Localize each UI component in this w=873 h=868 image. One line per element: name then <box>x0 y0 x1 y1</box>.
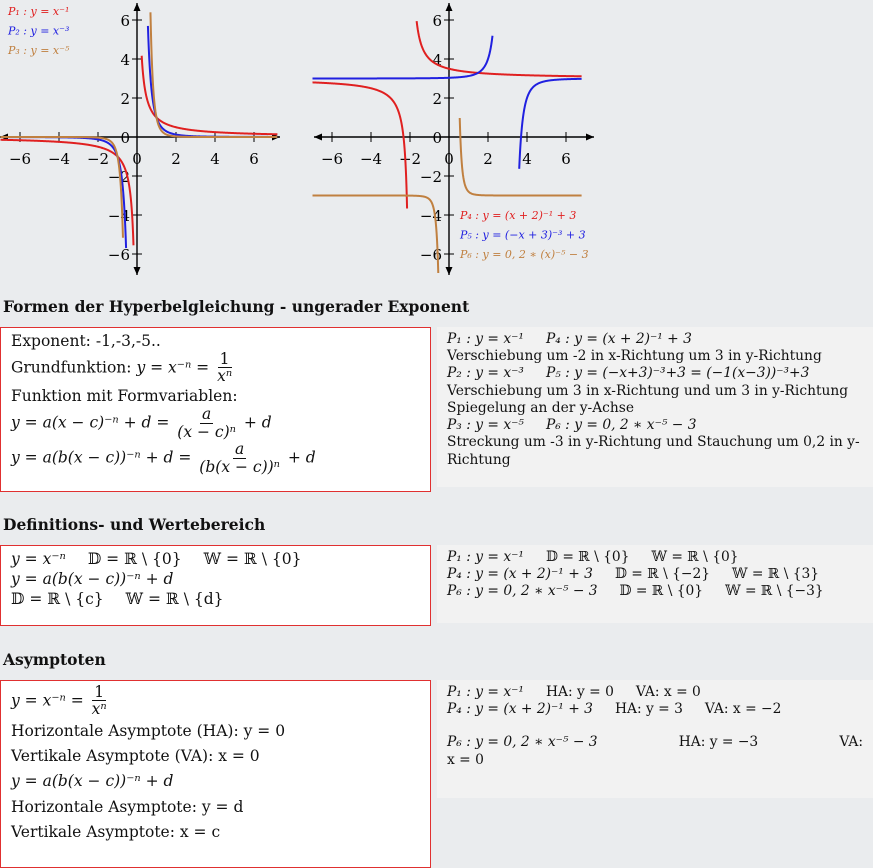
asym-p6: P₆ : y = 0, 2 ∗ x⁻⁵ − 3 HA: y = −3 VA: <box>447 734 863 751</box>
x-tick-label: −6 <box>8 150 32 168</box>
domain-general: 𝔻 = ℝ \ {c} 𝕎 = ℝ \ {d} <box>11 590 224 609</box>
y-tick-label: 2 <box>120 90 130 108</box>
y-tick-label: 6 <box>120 12 130 30</box>
fraction: $\frac{a}{\text{(b(x − c))ⁿ}}$ <box>199 440 280 476</box>
legend-P5: P₅ : y = (−x + 3)⁻³ + 3 <box>460 228 586 242</box>
y-tick-label: 4 <box>432 51 442 69</box>
fraction: $\frac{1}{\text{xⁿ}}$ <box>217 350 233 386</box>
legend-P2: P₂ : y = x⁻³ <box>8 24 70 38</box>
fraction: $\frac{1}{\text{xⁿ}}$ <box>91 683 107 719</box>
y-tick-label: 0 <box>120 129 130 147</box>
section-title-forms: Formen der Hyperbelgleichung - ungerader Exponent <box>3 297 470 316</box>
y-tick-label: 6 <box>432 12 442 30</box>
legend-P4: P₄ : y = (x + 2)⁻¹ + 3 <box>460 209 577 222</box>
plot-left <box>0 0 290 280</box>
P2-curve <box>148 26 277 137</box>
x-tick-label: 0 <box>444 150 454 168</box>
example-shift-1: Verschiebung um -2 in x-Richtung um 3 in y-Richtung <box>447 348 822 365</box>
legend-P3: P₃ : y = x⁻⁵ <box>8 44 70 57</box>
y-tick-label: −6 <box>419 246 442 264</box>
x-tick-label: 2 <box>483 150 493 168</box>
asymptotes-box <box>0 680 431 868</box>
y-tick-label: −4 <box>107 207 130 225</box>
legend-P1: P₁ : y = x⁻¹ <box>8 5 70 18</box>
forms-general-eq-b: y = a(b(x − c))⁻ⁿ + d = $\frac{a}{\text{(b(x − c))ⁿ}}$ + d <box>11 440 316 476</box>
x-tick-label: 4 <box>522 150 532 168</box>
asymptotes-examples-box <box>437 680 873 798</box>
example-shift-2: Verschiebung um 3 in x-Richtung und um 3 in y-Richtung <box>447 382 849 399</box>
asym-ha-general: Horizontale Asymptote: y = d <box>11 797 244 816</box>
y-tick-label: −4 <box>419 207 442 225</box>
x-axis-arrow <box>586 134 594 141</box>
y-axis-arrow <box>446 3 453 11</box>
domain-range-box <box>0 545 431 626</box>
x-tick-label: 6 <box>561 150 571 168</box>
y-tick-label: −6 <box>107 246 130 264</box>
example-p2-p5: P₂ : y = x⁻³ P₅ : y = (−x+3)⁻³+3 = (−1(x−3))⁻³+3 <box>447 365 810 382</box>
domain-range-examples-box <box>437 545 873 623</box>
asym-ha-base: Horizontale Asymptote (HA): y = 0 <box>11 722 286 741</box>
plot-right <box>308 0 608 280</box>
P3-curve <box>150 12 277 137</box>
x-tick-label: 6 <box>249 150 259 168</box>
fraction: $\frac{a}{\text{(x − c)ⁿ}}$ <box>177 405 236 441</box>
example-stretch: Streckung um -3 in y-Richtung und Stauchung um 0,2 in y-Richtung <box>447 434 860 468</box>
y-axis-arrow <box>134 3 141 11</box>
section-title-asymptotes: Asymptoten <box>3 650 106 669</box>
x-tick-label: −2 <box>398 150 422 168</box>
asym-va-base: Vertikale Asymptote (VA): x = 0 <box>11 747 260 766</box>
asym-p4: P₄ : y = (x + 2)⁻¹ + 3 HA: y = 3 VA: x = −2 <box>447 701 782 718</box>
domain-p1: P₁ : y = x⁻¹ 𝔻 = ℝ \ {0} 𝕎 = ℝ \ {0} <box>447 549 739 565</box>
forms-general-eq: y = a(x − c)⁻ⁿ + d = $\frac{a}{\text{(x − c)ⁿ}}$ + d <box>11 405 272 441</box>
y-axis-arrow <box>446 267 453 275</box>
domain-p4: P₄ : y = (x + 2)⁻¹ + 3 𝔻 = ℝ \ {−2} 𝕎 = ℝ \ {3} <box>447 566 820 583</box>
x-tick-label: 0 <box>132 150 142 168</box>
domain-p6: P₆ : y = 0, 2 ∗ x⁻⁵ − 3 𝔻 = ℝ \ {0} 𝕎 = ℝ \ {−3} <box>447 583 824 600</box>
y-tick-label: 0 <box>432 129 442 147</box>
domain-general-eq: y = a(b(x − c))⁻ⁿ + d <box>11 570 174 589</box>
x-tick-label: 4 <box>210 150 220 168</box>
forms-base-function: Grundfunktion: y = x⁻ⁿ = $\frac{1}{\text{xⁿ}}$ <box>11 350 233 386</box>
P1-curve <box>142 56 278 135</box>
section-title-domain-range: Definitions- und Wertebereich <box>3 515 266 534</box>
x-tick-label: −4 <box>359 150 383 168</box>
forms-exponent: Exponent: -1,-3,-5.. <box>11 332 161 350</box>
forms-examples-box <box>437 327 873 487</box>
x-tick-label: 2 <box>171 150 181 168</box>
asym-base: y = x⁻ⁿ = $\frac{1}{\text{xⁿ}}$ <box>11 683 107 719</box>
forms-box <box>0 327 431 492</box>
y-tick-label: −2 <box>107 168 130 186</box>
x-tick-label: −6 <box>320 150 344 168</box>
x-tick-label: −4 <box>47 150 71 168</box>
y-tick-label: 2 <box>432 90 442 108</box>
P4-curve <box>313 82 408 208</box>
y-tick-label: −2 <box>419 168 442 186</box>
example-p1-p4: P₁ : y = x⁻¹ P₄ : y = (x + 2)⁻¹ + 3 <box>447 331 692 347</box>
domain-base: y = x⁻ⁿ 𝔻 = ℝ \ {0} 𝕎 = ℝ \ {0} <box>11 550 302 568</box>
forms-variables-label: Funktion mit Formvariablen: <box>11 387 238 406</box>
legend-P6: P₆ : y = 0, 2 ∗ (x)⁻⁵ − 3 <box>460 248 589 261</box>
example-mirror: Spiegelung an der y-Achse <box>447 399 635 416</box>
asym-p6-va: x = 0 <box>447 751 484 768</box>
x-axis-arrow <box>314 134 322 141</box>
asym-p1: P₁ : y = x⁻¹ HA: y = 0 VA: x = 0 <box>447 684 701 700</box>
x-tick-label: −2 <box>86 150 110 168</box>
y-axis-arrow <box>134 267 141 275</box>
asym-general-eq: y = a(b(x − c))⁻ⁿ + d <box>11 772 174 791</box>
y-tick-label: 4 <box>120 51 130 69</box>
asym-va-general: Vertikale Asymptote: x = c <box>11 822 221 841</box>
example-p3-p6: P₃ : y = x⁻⁵ P₆ : y = 0, 2 ∗ x⁻⁵ − 3 <box>447 417 697 434</box>
